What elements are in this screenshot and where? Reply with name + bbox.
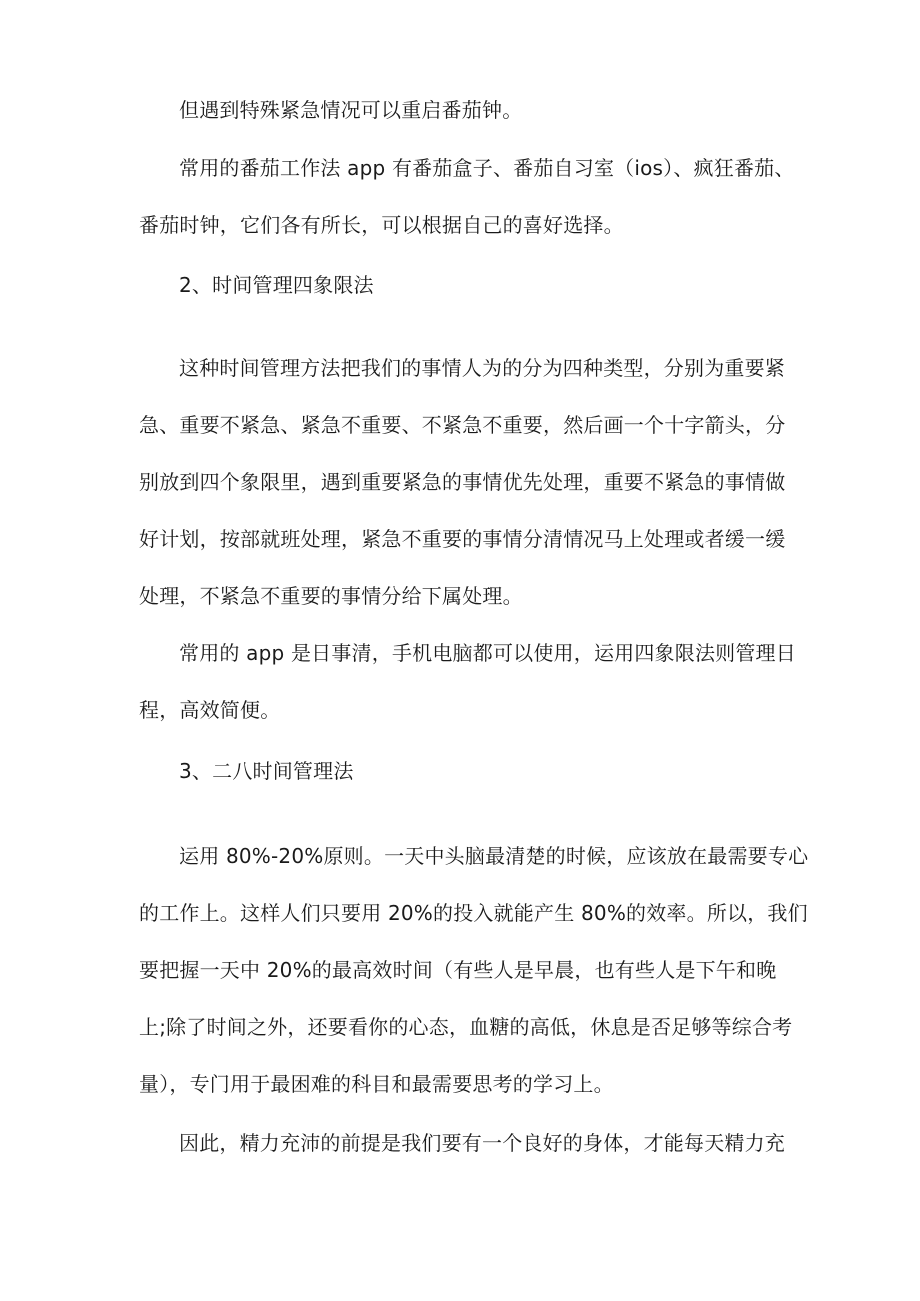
paragraph-line: 别放到四个象限里，遇到重要紧急的事情优先处理，重要不紧急的事情做 (139, 470, 786, 494)
paragraph-line: 但遇到特殊紧急情况可以重启番茄钟。 (179, 98, 523, 122)
paragraph-line: 因此，精力充沛的前提是我们要有一个良好的身体，才能每天精力充 (179, 1131, 785, 1155)
paragraph-line: 好计划，按部就班处理，紧急不重要的事情分清情况马上处理或者缓一缓 (139, 527, 786, 551)
section-heading: 2、时间管理四象限法 (179, 273, 374, 297)
paragraph-line: 上;除了时间之外，还要看你的心态，血糖的高低，休息是否足够等综合考 (139, 1015, 793, 1039)
paragraph-line: 这种时间管理方法把我们的事情人为的分为四种类型，分别为重要紧 (179, 356, 785, 380)
paragraph-line: 处理，不紧急不重要的事情分给下属处理。 (139, 584, 523, 608)
paragraph-line: 急、重要不紧急、紧急不重要、不紧急不重要，然后画一个十字箭头，分 (139, 413, 786, 437)
paragraph-line: 番茄时钟，它们各有所长，可以根据自己的喜好选择。 (139, 213, 624, 237)
paragraph-line: 的工作上。这样人们只要用 20%的投入就能产生 80%的效率。所以，我们 (139, 901, 808, 925)
paragraph-line: 要把握一天中 20%的最高效时间（有些人是早晨，也有些人是下午和晚 (139, 958, 777, 982)
paragraph-line: 运用 80%-20%原则。一天中头脑最清楚的时候，应该放在最需要专心 (179, 844, 809, 868)
paragraph-line: 常用的 app 是日事清，手机电脑都可以使用，运用四象限法则管理日 (179, 641, 796, 665)
paragraph-line: 常用的番茄工作法 app 有番茄盒子、番茄自习室（ios）、疯狂番茄、 (179, 156, 795, 180)
paragraph-line: 程，高效简便。 (139, 698, 281, 722)
paragraph-line: 量），专门用于最困难的科目和最需要思考的学习上。 (139, 1072, 614, 1096)
section-heading: 3、二八时间管理法 (179, 759, 354, 783)
